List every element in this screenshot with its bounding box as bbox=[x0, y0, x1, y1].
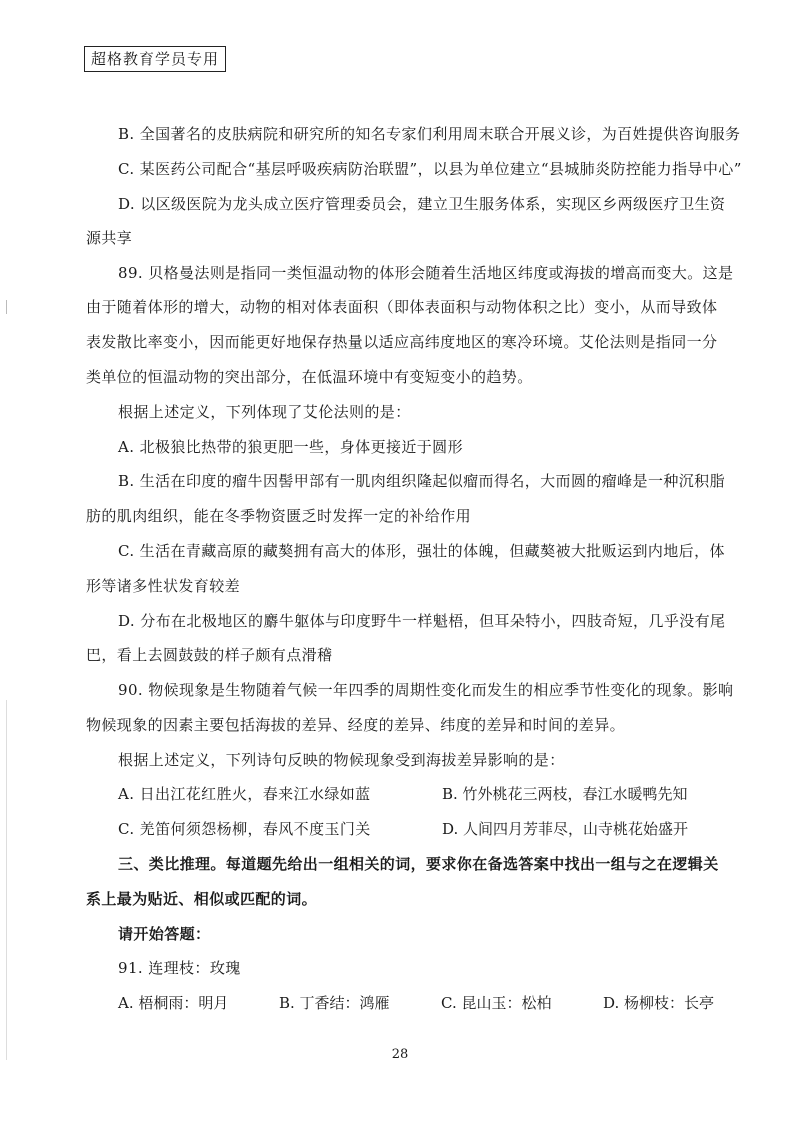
q89-option-a: A. 北极狼比热带的狼更肥一些，身体更接近于圆形 bbox=[118, 438, 463, 456]
q90-option-d: D. 人间四月芳菲尽，山寺桃花始盛开 bbox=[442, 820, 689, 838]
q89-stem-line: 类单位的恒温动物的突出部分，在低温环境中有变短变小的趋势。 bbox=[86, 368, 533, 386]
q89-option-c: C. 生活在青藏高原的藏獒拥有高大的体形，强壮的体魄，但藏獒被大批贩运到内地后，体 bbox=[118, 542, 725, 560]
q90-stem-line: 90. 物候现象是生物随着气候一年四季的周期性变化而发生的相应季节性变化的现象。影响 bbox=[118, 681, 734, 699]
q88-option-b: B. 全国著名的皮肤病院和研究所的知名专家们利用周末联合开展义诊，为百姓提供咨询服务 bbox=[118, 125, 741, 143]
q90-option-c: C. 羌笛何须怨杨柳，春风不度玉门关 bbox=[118, 820, 371, 838]
q90-stem-line: 物候现象的因素主要包括海拔的差异、经度的差异、纬度的差异和时间的差异。 bbox=[86, 716, 626, 734]
scan-artifact bbox=[6, 300, 7, 314]
q89-option-c-cont: 形等诸多性状发育较差 bbox=[86, 577, 241, 595]
q91-stem: 91. 连理枝：玫瑰 bbox=[118, 959, 241, 977]
q89-option-d-cont: 巴，看上去圆鼓鼓的样子颇有点滑稽 bbox=[86, 646, 333, 664]
q90-question: 根据上述定义，下列诗句反映的物候现象受到海拔差异影响的是： bbox=[118, 751, 565, 769]
section-heading: 三、类比推理。每道题先给出一组相关的词，要求你在备选答案中找出一组与之在逻辑关 bbox=[118, 855, 719, 873]
q89-stem-line: 表发散比率变小，因而能更好地保存热量以适应高纬度地区的寒冷环境。艾伦法则是指同一分 bbox=[86, 333, 718, 351]
q89-option-b-cont: 肪的肌肉组织，能在冬季物资匮乏时发挥一定的补给作用 bbox=[86, 507, 472, 525]
q88-option-d-cont: 源共享 bbox=[86, 229, 133, 247]
q89-question: 根据上述定义，下列体现了艾伦法则的是： bbox=[118, 403, 411, 421]
q88-option-d: D. 以区级医院为龙头成立医疗管理委员会，建立卫生服务体系，实现区乡两级医疗卫生资 bbox=[118, 195, 726, 213]
q89-stem-line: 89. 贝格曼法则是指同一类恒温动物的体形会随着生活地区纬度或海拔的增高而变大。这是 bbox=[118, 264, 734, 282]
q89-option-d: D. 分布在北极地区的麝牛躯体与印度野牛一样魁梧，但耳朵特小，四肢奇短，几乎没有尾 bbox=[118, 612, 726, 630]
q91-option-d: D. 杨柳枝：长亭 bbox=[603, 994, 715, 1012]
page-number: 28 bbox=[391, 1047, 409, 1062]
q90-option-b: B. 竹外桃花三两枝，春江水暖鸭先知 bbox=[442, 785, 688, 803]
q90-option-a: A. 日出江花红胜火，春来江水绿如蓝 bbox=[118, 785, 371, 803]
start-prompt: 请开始答题： bbox=[118, 925, 211, 943]
q91-option-a: A. 梧桐雨：明月 bbox=[118, 994, 229, 1012]
q89-stem-line: 由于随着体形的增大，动物的相对体表面积（即体表面积与动物体积之比）变小，从而导致体 bbox=[86, 298, 718, 316]
section-heading-cont: 系上最为贴近、相似或匹配的词。 bbox=[86, 890, 318, 908]
q91-option-b: B. 丁香结：鸿雁 bbox=[279, 994, 390, 1012]
watermark-stamp: 超格教育学员专用 bbox=[84, 46, 226, 72]
q88-option-c: C. 某医药公司配合“基层呼吸疾病防治联盟”，以县为单位建立“县城肺炎防控能力指导中心” bbox=[118, 160, 742, 178]
q89-option-b: B. 生活在印度的瘤牛因髻甲部有一肌肉组织隆起似瘤而得名，大而圆的瘤峰是一种沉积脂 bbox=[118, 472, 725, 490]
q91-option-c: C. 昆山玉：松柏 bbox=[441, 994, 552, 1012]
scan-artifact bbox=[6, 700, 7, 1060]
